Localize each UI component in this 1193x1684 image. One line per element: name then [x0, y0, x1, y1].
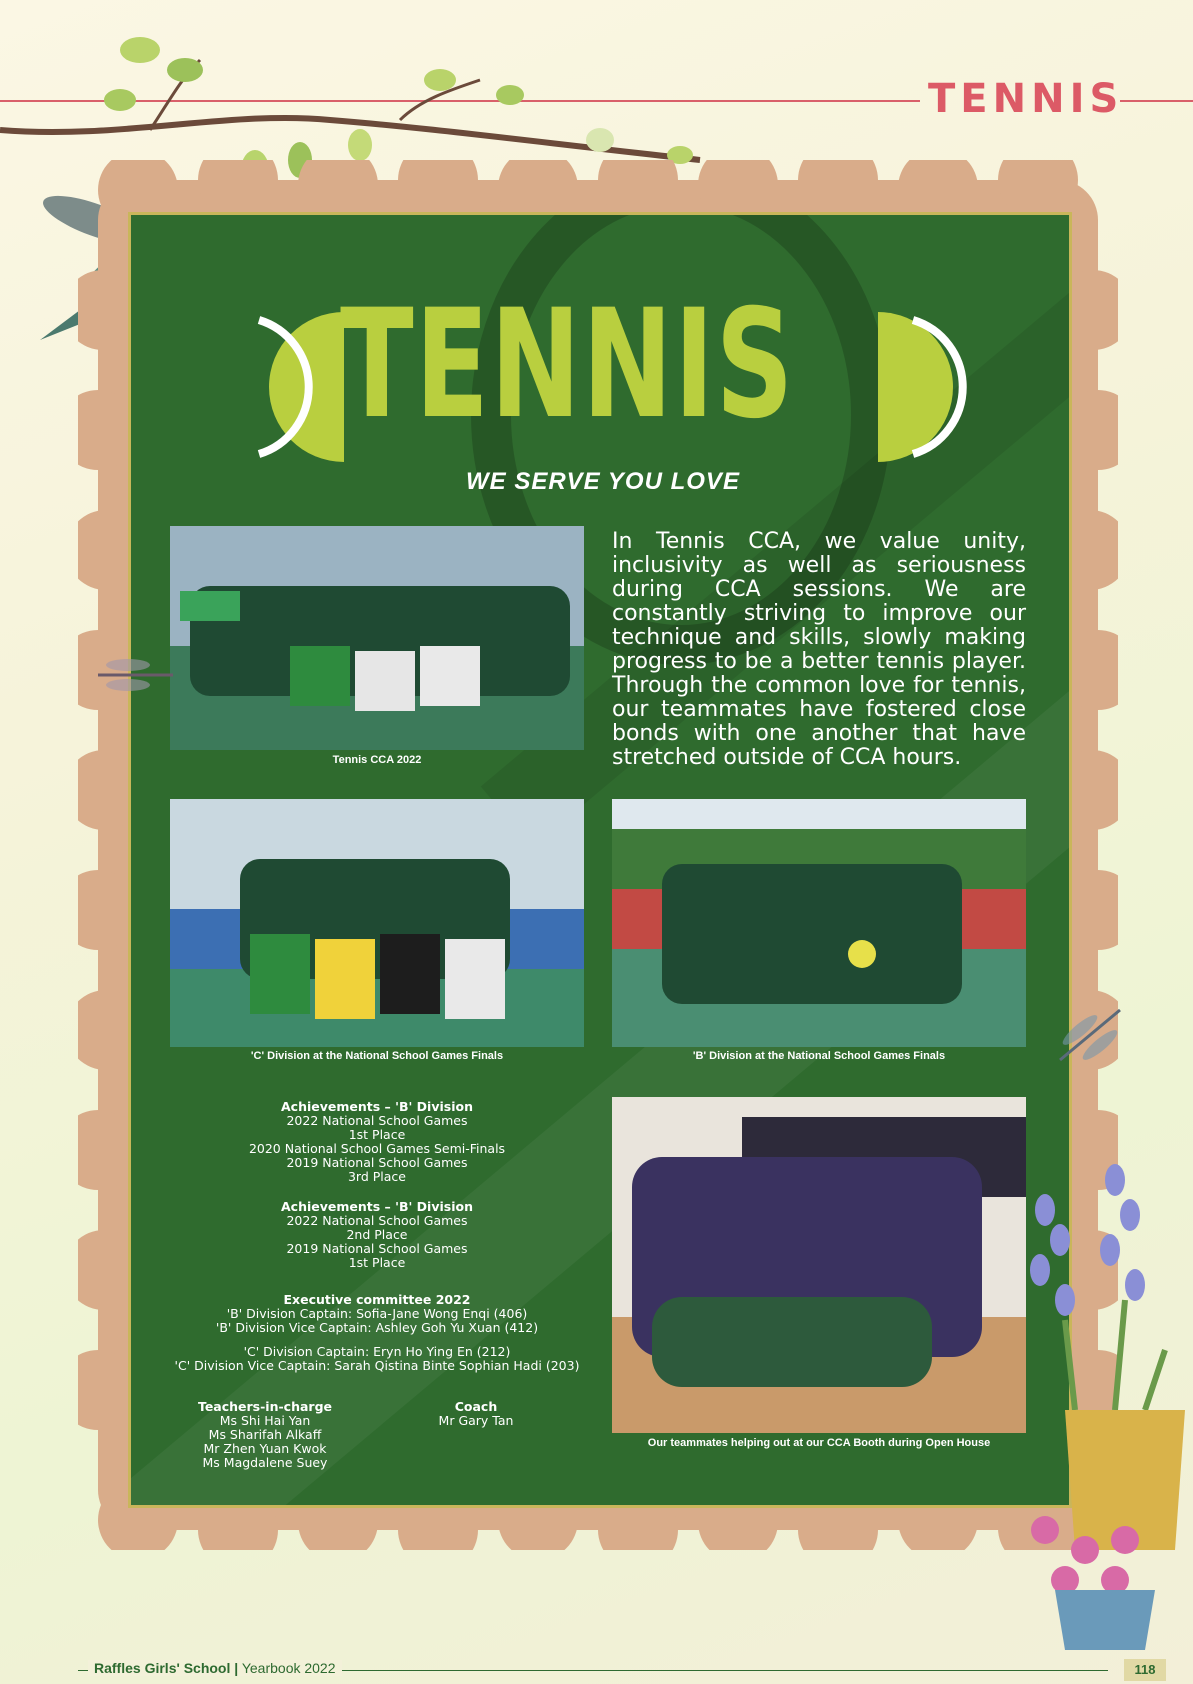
footer-book: Yearbook 2022 — [241, 1660, 336, 1676]
achievement-line: 1st Place — [348, 1127, 406, 1142]
achievements-block-1 — [190, 1100, 564, 1184]
achievements-heading-2: Achievements – 'B' Division — [281, 1199, 473, 1214]
dragonfly-left-icon — [88, 650, 178, 700]
committee-line: 'B' Division Vice Captain: Ashley Goh Yu Xuan (412) — [215, 1320, 539, 1335]
achievement-line: 2019 National School Games — [286, 1155, 468, 1170]
caption-photo-4: Our teammates helping out at our CCA Booth during Open House — [647, 1437, 991, 1449]
section-title: TENNIS — [928, 76, 1124, 122]
coach-heading: Coach — [454, 1399, 498, 1414]
teacher-name: Ms Magdalene Suey — [202, 1455, 328, 1470]
achievement-line: 3rd Place — [347, 1169, 406, 1184]
achievement-line: 2nd Place — [346, 1227, 408, 1242]
photo-c-division — [170, 799, 584, 1047]
committee-line: 'C' Division Captain: Eryn Ho Ying En (212) — [243, 1344, 511, 1359]
tagline: WE SERVE YOU LOVE — [466, 468, 740, 495]
page-number: 118 — [1124, 1659, 1166, 1681]
committee-heading: Executive committee 2022 — [283, 1292, 471, 1307]
achievement-line: 2022 National School Games — [286, 1213, 468, 1228]
photo-b-division — [612, 799, 1026, 1047]
teachers-heading: Teachers-in-charge — [197, 1399, 333, 1414]
teacher-name: Ms Shi Hai Yan — [219, 1413, 311, 1428]
coach-block — [416, 1400, 536, 1428]
photo-team-2022 — [170, 526, 584, 750]
tennis-ball-right-icon — [878, 312, 978, 462]
committee-line: 'B' Division Captain: Sofia-Jane Wong Enqi (406) — [226, 1306, 528, 1321]
achievements-block-2 — [190, 1200, 564, 1270]
committee-block — [150, 1293, 604, 1373]
footer-school: Raffles Girls' School — [94, 1660, 231, 1676]
teacher-name: Ms Sharifah Alkaff — [208, 1427, 322, 1442]
achievement-line: 2019 National School Games — [286, 1241, 468, 1256]
caption-photo-3: 'B' Division at the National School Games Finals — [692, 1050, 946, 1062]
teacher-name: Mr Zhen Yuan Kwok — [203, 1441, 327, 1456]
achievement-line: 2022 National School Games — [286, 1113, 468, 1128]
header-rule-right — [1120, 100, 1193, 102]
teachers-block — [190, 1400, 340, 1470]
committee-line: 'C' Division Vice Captain: Sarah Qistina Binte Sophian Hadi (203) — [174, 1358, 580, 1373]
dragonfly-right-icon — [1050, 1000, 1130, 1070]
caption-photo-1: Tennis CCA 2022 — [332, 754, 422, 766]
flower-pot-illustration — [1005, 1150, 1193, 1650]
achievement-line: 2020 National School Games Semi-Finals — [248, 1141, 506, 1156]
hero-title: TENNIS — [340, 278, 795, 452]
coach-name: Mr Gary Tan — [438, 1413, 514, 1428]
tennis-ball-left-icon — [244, 312, 344, 462]
caption-photo-2: 'C' Division at the National School Games Finals — [250, 1050, 504, 1062]
photo-open-house — [612, 1097, 1026, 1433]
footer-separator: | — [234, 1660, 239, 1676]
intro-paragraph: In Tennis CCA, we value unity, inclusivity as well as seriousness during CCA sessions. We are constantly striving to improve our technique and skills, slowly making progress to be a better tennis player. Through the common love for tennis, our teammates have fostered close bonds with one another that have stretched outside of CCA hours. — [612, 529, 1026, 770]
footer-label — [88, 1660, 342, 1676]
achievements-heading-1: Achievements – 'B' Division — [281, 1099, 473, 1114]
achievement-line: 1st Place — [348, 1255, 406, 1270]
